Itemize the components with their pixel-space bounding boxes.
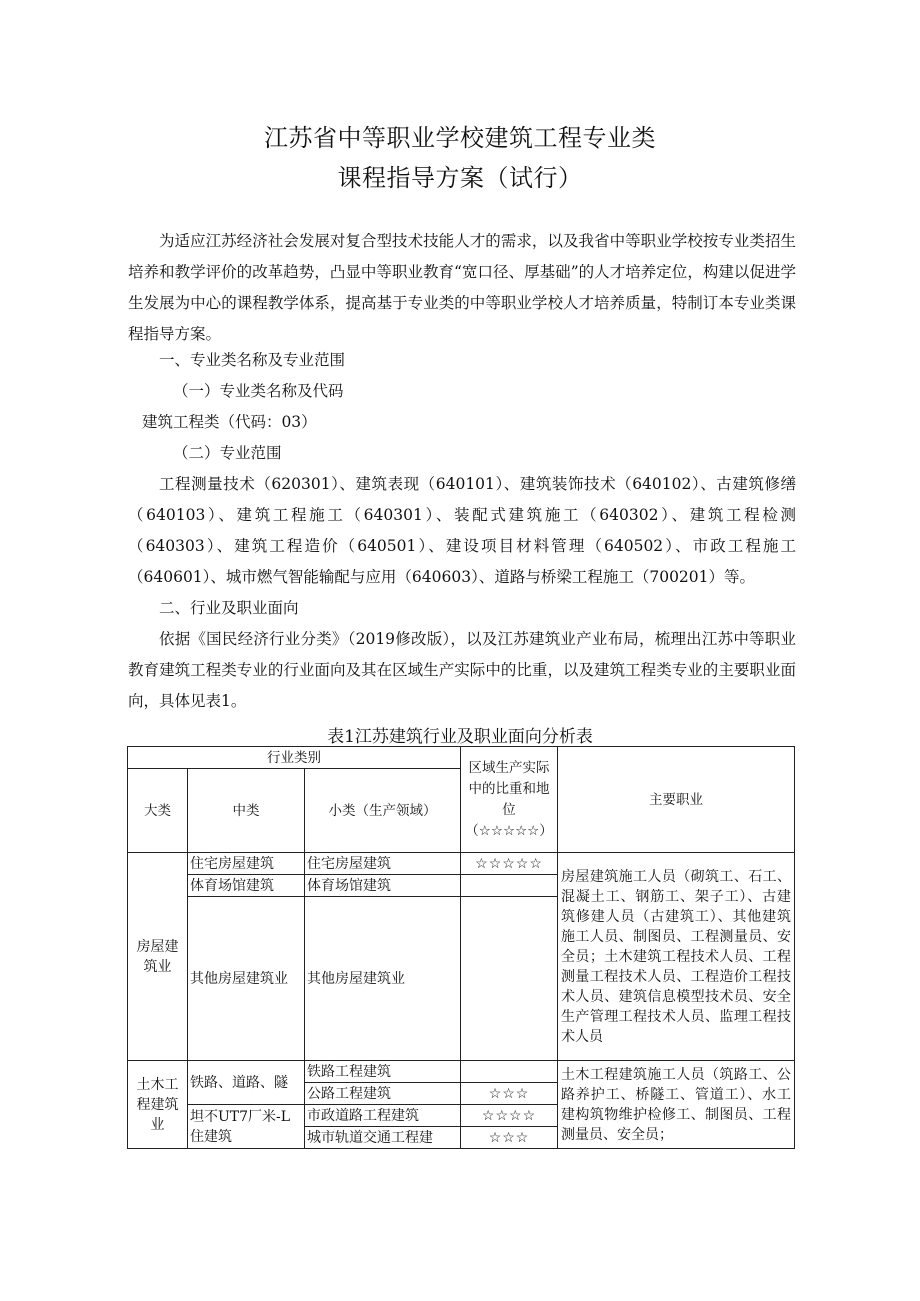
minor-cell: 体育场馆建筑 bbox=[305, 875, 461, 897]
minor-cell: 市政道路工程建筑 bbox=[305, 1105, 461, 1127]
minor-cell: 公路工程建筑 bbox=[305, 1083, 461, 1105]
code-line: 建筑工程类（代码：03） bbox=[141, 413, 317, 431]
middle-cell: 其他房屋建筑业 bbox=[188, 897, 305, 1061]
major-housing: 房屋建筑业 bbox=[128, 853, 188, 1061]
header-weight: 区域生产实际中的比重和地位（☆☆☆☆☆） bbox=[461, 747, 558, 853]
weight-cell: ☆☆☆☆☆ bbox=[461, 853, 558, 875]
table-row bbox=[128, 1061, 795, 1083]
middle-cell: 住宅房屋建筑 bbox=[188, 853, 305, 875]
industry-occupation-table bbox=[127, 746, 795, 1149]
minor-cell: 住宅房屋建筑 bbox=[305, 853, 461, 875]
occupation-housing: 房屋建筑施工人员（砌筑工、石工、混凝土工、钢筋工、架子工）、古建筑修建人员（古建筑工）、其他建筑施工人员、制图员、工程测量员、安全员；土木建筑工程技术人员、工程测量工程技术人员、工程造价工程技术人员、建筑信息模型技术员、安全生产管理工程技术人员、监理工程技术人员 bbox=[558, 853, 795, 1061]
table-header-row bbox=[128, 747, 795, 769]
minor-cell: 其他房屋建筑业 bbox=[305, 897, 461, 1061]
intro-paragraph bbox=[128, 226, 796, 350]
subsection-heading-1-2: （二）专业范围 bbox=[172, 444, 282, 462]
header-minor: 小类（生产领域） bbox=[305, 769, 461, 853]
weight-cell: ☆☆☆☆ bbox=[461, 1105, 558, 1127]
header-major: 大类 bbox=[128, 769, 188, 853]
subsection-heading-1-1: （一）专业类名称及代码 bbox=[172, 382, 344, 400]
header-occupation: 主要职业 bbox=[558, 747, 795, 853]
middle-cell: 坦不UT7厂米-L住建筑 bbox=[188, 1105, 305, 1149]
weight-cell bbox=[461, 897, 558, 1061]
minor-cell: 城市轨道交通工程建 bbox=[305, 1127, 461, 1149]
section-body bbox=[128, 345, 796, 717]
table-row bbox=[128, 853, 795, 875]
header-industry-category: 行业类别 bbox=[128, 747, 461, 769]
minor-cell: 铁路工程建筑 bbox=[305, 1061, 461, 1083]
weight-cell: ☆☆☆ bbox=[461, 1127, 558, 1149]
occupation-civil: 土木工程建筑施工人员（筑路工、公路养护工、桥隧工、管道工）、水工建构筑物维护检修工、制图员、工程测量员、安全员； bbox=[558, 1061, 795, 1149]
basis-text: 依据《国民经济行业分类》（2019修改版），以及江苏建筑业产业布局，梳理出江苏中等职业教育建筑工程类专业的行业面向及其在区域生产实际中的比重，以及建筑工程类专业的主要职业面向，具体见表1。 bbox=[128, 630, 796, 710]
weight-cell: ☆☆☆ bbox=[461, 1083, 558, 1105]
table-caption: 表1江苏建筑行业及职业面向分析表 bbox=[327, 727, 593, 747]
section-heading-2: 二、行业及职业面向 bbox=[159, 599, 299, 617]
intro-text: 为适应江苏经济社会发展对复合型技术技能人才的需求，以及我省中等职业学校按专业类招生培养和教学评价的改革趋势，凸显中等职业教育“宽口径、厚基础”的人才培养定位，构建以促进学生发展为中心的课程教学体系，提高基于专业类的中等职业学校人才培养质量，特制订本专业类课程指导方案。 bbox=[128, 232, 796, 343]
section-heading-1: 一、专业类名称及专业范围 bbox=[159, 351, 346, 369]
header-middle: 中类 bbox=[188, 769, 305, 853]
document-title-line2: 课程指导方案（试行） bbox=[337, 164, 583, 192]
weight-cell bbox=[461, 875, 558, 897]
middle-cell: 铁路、道路、隧 bbox=[188, 1061, 305, 1105]
weight-cell bbox=[461, 1061, 558, 1083]
major-civil: 土木工程建筑业 bbox=[128, 1061, 188, 1149]
scope-text: 工程测量技术（620301）、建筑表现（640101）、建筑装饰技术（640102）、古建筑修缮（640103）、建筑工程施工（640301）、装配式建筑施工（640302）、建筑工程检测（640303）、建筑工程造价（640501）、建设项目材料管理（640502）、市政工程施工（640601）、城市燃气智能输配与应用（640603）、道路与桥梁工程施工（700201）等。 bbox=[128, 475, 796, 586]
document-title-line1: 江苏省中等职业学校建筑工程专业类 bbox=[264, 124, 656, 152]
middle-cell: 体育场馆建筑 bbox=[188, 875, 305, 897]
